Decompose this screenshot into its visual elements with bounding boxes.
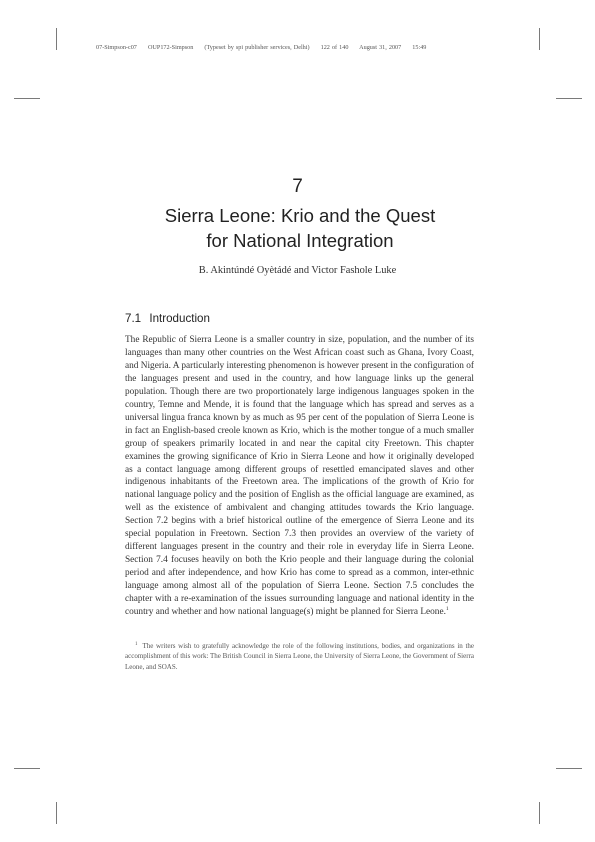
chapter-title [100,204,500,253]
running-head-book: OUP172-Simpson [147,44,194,51]
crop-mark [539,802,540,824]
running-head-page: 122 of 140 [320,44,349,51]
body-paragraph [125,334,474,619]
crop-mark [56,28,57,50]
body-paragraph-text: The Republic of Sierra Leone is a smaller country in size, population, and the number of its languages than many other countries on the West African coast such as Ghana, Ivory Coast, and Nigeria. A particularly interesting phenomenon is however present in the configuration of the languages present and used in the country, and how language links up the general population. Though there are two proportionately large indigenous languages spoken in the country, Temne and Mende, it is found that the language which has spread and serves as a universal lingua franca known by as much as 95 per cent of the population of Sierra Leone is in fact an English-based creole known as Krio, which is the mother tongue of a much smaller group of speakers primarily located in and near the capital city Freetown. This chapter examines the growing significance of Krio in Sierra Leone and how it originally developed as a contact language among different groups of resettled emancipated slaves and other indigenous inhabitants of the Freetown area. The implications of the growth of Krio for national language policy and the position of English as the official language are examined, as well as the existence of ambivalent and changing attitudes towards the Krio language. Section 7.2 begins with a brief historical outline of the emergence of Sierra Leone and its special population in Freetown. Section 7.3 then provides an overview of the variety of different languages present in the country and their role in everyday life in Sierra Leone. Section 7.4 focuses heavily on both the Krio people and their language during the colonial period and after independence, and how Krio has come to spread as a common, inter-ethnic language among almost all of the population of Sierra Leone. Section 7.5 concludes the chapter with a re-examination of the issues surrounding language and national identity in the country and whether and how national language(s) might be planned for Sierra Leone. [125,335,474,618]
chapter-title-line: for National Integration [206,229,394,251]
crop-mark [556,768,582,769]
footnote-reference[interactable]: 1 [445,606,449,613]
section-number: 7.1 [125,312,142,325]
chapter-number: 7 [292,176,303,197]
crop-mark [539,28,540,50]
footnote [125,640,474,672]
crop-mark [14,98,40,99]
crop-mark [56,802,57,824]
chapter-authors: B. Akintúndé Oyètádé and Victor Fashole Luke [198,265,397,276]
running-head-time: 15:49 [412,44,427,51]
running-head-date: August 31, 2007 [359,44,402,51]
chapter-title-line: Sierra Leone: Krio and the Quest [164,205,436,226]
section-title: Introduction [149,312,210,325]
running-head-typeset: (Typeset by spi publisher services, Delhi) [204,44,310,51]
crop-mark [556,98,582,99]
running-head-file: 07-Simpson-c07 [96,44,137,51]
running-head [96,44,516,51]
crop-mark [14,768,40,769]
section-heading [125,312,475,325]
footnote-text: The writers wish to gratefully acknowledge the role of the following institutions, bodies, and organizations in the accomplishment of this work: The British Council in Sierra Leone, the University of Sierra Leone, the Government of Sierra Leone, and SOAS. [125,642,475,671]
footnote-mark: 1 [135,642,138,647]
